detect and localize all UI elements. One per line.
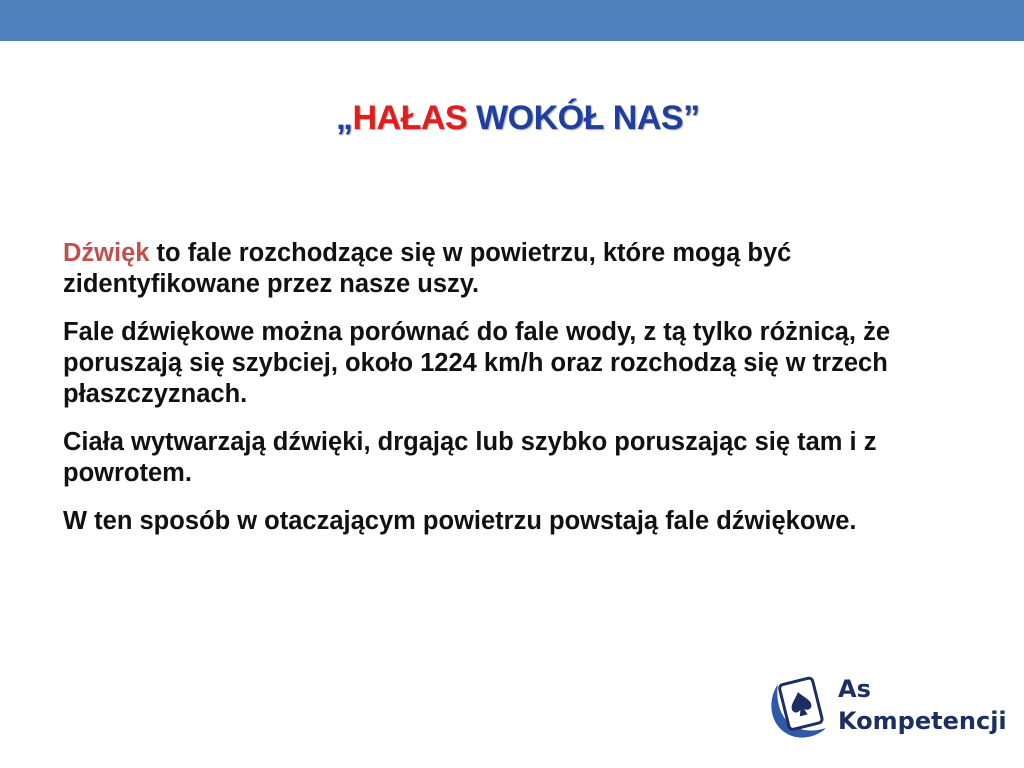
paragraph-1-highlight: Dźwięk [63,239,150,267]
title-open-quote: „ [336,99,353,137]
as-kompetencji-logo [768,670,1008,748]
slide-body [63,238,953,554]
title-close-quote: ” [683,99,700,137]
title-highlight: HAŁAS [352,99,468,137]
top-accent-bar [0,0,1024,41]
spade-card-icon [768,670,832,742]
paragraph-4: W ten sposób w otaczającym powietrzu powstają fale dźwiękowe. [63,507,857,535]
logo-line-2: Kompetencji [838,707,1007,735]
paragraph-1-text: to fale rozchodzące się w powietrzu, które mogą być zidentyfikowane przez nasze uszy. [63,239,792,298]
logo-text [838,673,1007,737]
paragraph-1 [63,238,953,300]
paragraph-3: Ciała wytwarzają dźwięki, drgając lub szybko poruszając się tam i z powrotem. [63,428,877,487]
logo-line-1: As [838,675,871,703]
slide-title [0,96,1024,140]
title-rest: WOKÓŁ NAS [467,99,684,137]
paragraph-2: Fale dźwiękowe można porównać do fale wody, z tą tylko różnicą, że poruszają się szybciej, około 1224 km/h oraz rozchodzą się w trzech płaszczyznach. [63,318,891,408]
